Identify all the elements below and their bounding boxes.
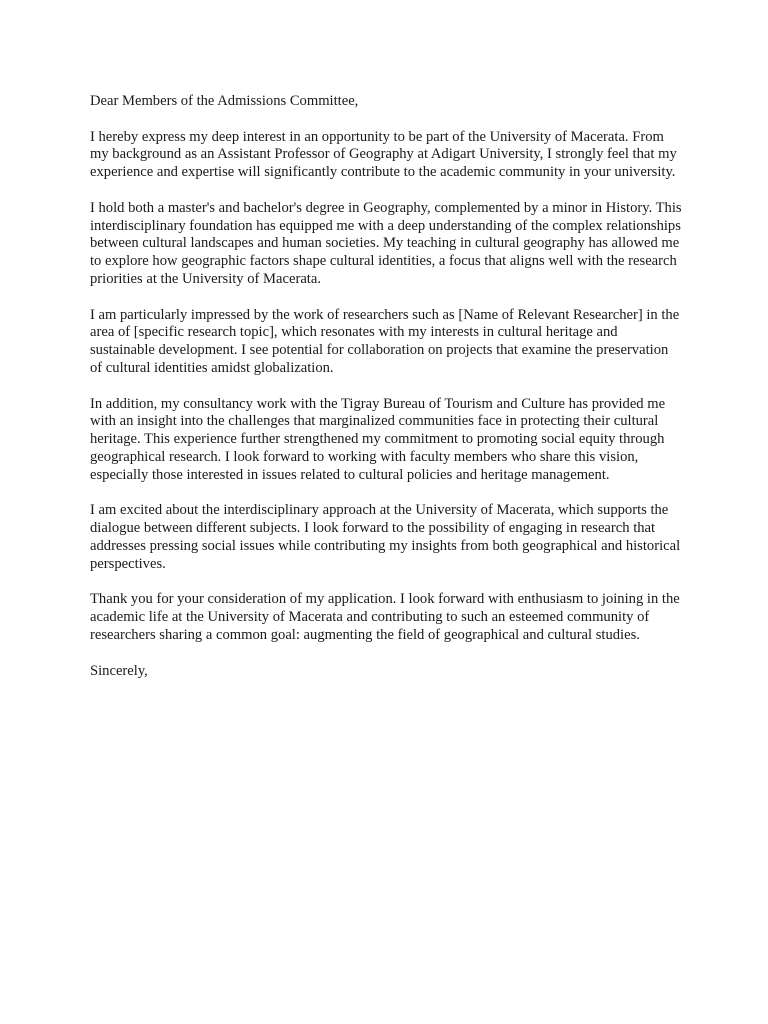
letter-paragraph-5: I am excited about the interdisciplinary approach at the University of Macerata, which supports the dialogue between different subjects. I look forward to the possibility of engaging in research that addresses pressing social issues while contributing my insights from both geographical and historical perspectives. xyxy=(90,502,681,572)
letter-paragraph-2: I hold both a master's and bachelor's degree in Geography, complemented by a minor in History. This interdisciplinary foundation has equipped me with a deep understanding of the complex relationships between cultural landscapes and human societies. My teaching in cultural geography has allowed me to explore how geographic factors shape cultural identities, a focus that aligns well with the research priorities at the University of Macerata. xyxy=(90,199,682,287)
letter-paragraph-1: I hereby express my deep interest in an opportunity to be part of the University of Macerata. From my background as an Assistant Professor of Geography at Adigart University, I strongly feel that my experience and expertise will significantly contribute to the academic community in your university. xyxy=(90,128,677,181)
letter-paragraph-3: I am particularly impressed by the work of researchers such as [Name of Relevant Researcher] in the area of [specific research topic], which resonates with my interests in cultural heritage and sustainable development. I see potential for collaboration on projects that examine the preservation of cultural identities amidst globalization. xyxy=(90,306,680,376)
letter-paragraph-6: Thank you for your consideration of my application. I look forward with enthusiasm to joining in the academic life at the University of Macerata and contributing to such an esteemed community of researchers sharing a common goal: augmenting the field of geographical and cultural studies. xyxy=(90,591,680,643)
letter-closing: Sincerely, xyxy=(90,662,148,679)
letter-paragraph-4: In addition, my consultancy work with the Tigray Bureau of Tourism and Culture has provided me with an insight into the challenges that marginalized communities face in protecting their cultural heritage. This experience further strengthened my commitment to promoting social equity through geographical research. I look forward to working with faculty members who share this vision, especially those interested in issues related to cultural policies and heritage management. xyxy=(90,395,666,483)
letter-body xyxy=(90,93,682,698)
letter-salutation: Dear Members of the Admissions Committee, xyxy=(90,93,359,109)
